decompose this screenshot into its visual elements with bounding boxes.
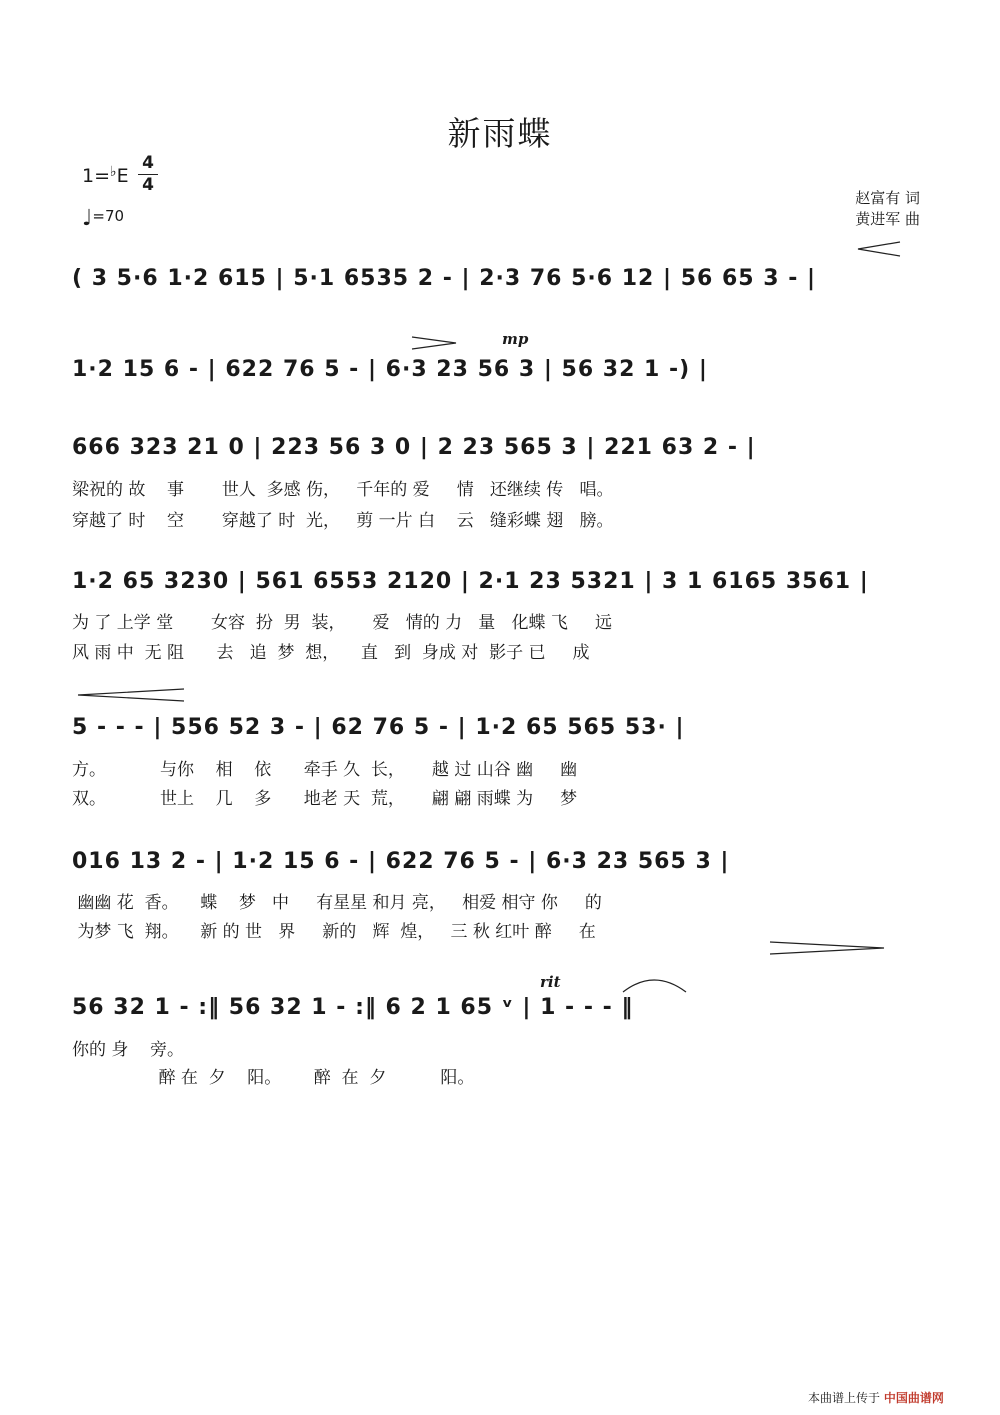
lyric-verse1-d: 幽幽 花 香。 蝶 梦 中 有星星 和月 亮， 相爱 相守 你 的 xyxy=(72,893,602,913)
crescendo-hairpin-2 xyxy=(78,689,184,701)
lyric-verse1-c: 方。 与你 相 依 牵手 久 长， 越 过 山谷 幽 幽 xyxy=(72,760,578,780)
time-signature-bottom: 4 xyxy=(142,175,154,195)
key-note: E xyxy=(116,165,129,187)
composer: 黄进军 曲 xyxy=(855,210,920,228)
notation-line-5: 5 - - - | 556 52 3 - | 62 76 5 - | 1·2 65 565 53· | xyxy=(72,715,685,740)
footer xyxy=(808,1389,944,1406)
time-signature-top: 4 xyxy=(142,153,154,173)
dynamic-mp: mp xyxy=(502,330,529,348)
notation-line-3: 666 323 21 0 | 223 56 3 0 | 2 23 565 3 | 221 63 2 - | xyxy=(72,435,756,460)
lyric-verse1-e: 你的 身 旁。 xyxy=(72,1040,185,1060)
flat-symbol: ♭ xyxy=(110,164,117,180)
lyric-verse1-b: 为 了 上学 堂 女容 扮 男 装， 爱 情的 力 量 化蝶 飞 远 xyxy=(72,613,612,633)
slur-arc xyxy=(623,980,686,992)
lyric-ending: 醉 在 夕 阳。 醉 在 夕 阳。 xyxy=(72,1068,475,1088)
decrescendo-hairpin xyxy=(412,337,456,349)
notation-line-7: 56 32 1 - :‖ 56 32 1 - :‖ 6 2 1 65 ᵛ | 1 - - - ‖ xyxy=(72,995,634,1020)
notation-line-1: ( 3 5·6 1·2 615 | 5·1 6535 2 - | 2·3 76 5·6 12 | 56 65 3 - | xyxy=(72,266,817,291)
footer-text: 本曲谱上传于 xyxy=(808,1391,881,1405)
notation-line-6: 016 13 2 - | 1·2 15 6 - | 622 76 5 - | 6·3 23 565 3 | xyxy=(72,849,730,874)
lyric-verse2-c: 双。 世上 几 多 地老 天 荒， 翩 翩 雨蝶 为 梦 xyxy=(72,789,578,809)
site-logo: 中国曲谱网 xyxy=(883,1391,944,1405)
crescendo-hairpin xyxy=(858,242,900,256)
key-prefix: 1= xyxy=(82,165,111,187)
decrescendo-hairpin-2 xyxy=(770,942,884,954)
lyric-verse2-b: 风 雨 中 无 阻 去 追 梦 想， 直 到 身成 对 影子 已 成 xyxy=(72,643,590,663)
tempo-value: =70 xyxy=(92,207,125,225)
notation-line-2: 1·2 15 6 - | 622 76 5 - | 6·3 23 56 3 | 56 32 1 -) | xyxy=(72,357,708,382)
lyric-verse2-d: 为梦 飞 翔。 新 的 世 界 新的 辉 煌， 三 秋 红叶 醉 在 xyxy=(72,922,596,942)
tempo-rit: rit xyxy=(540,973,561,991)
lyric-verse1-a: 梁祝的 故 事 世人 多感 伤， 千年的 爱 情 还继续 传 唱。 xyxy=(72,480,614,500)
lyric-verse2-a: 穿越了 时 空 穿越了 时 光， 剪 一片 白 云 缝彩蝶 翅 膀。 xyxy=(72,511,614,531)
lyricist: 赵富有 词 xyxy=(855,189,920,207)
quarter-note-icon: ♩ xyxy=(82,206,93,231)
song-title: 新雨蝶 xyxy=(447,114,553,153)
notation-line-4: 1·2 65 3230 | 561 6553 2120 | 2·1 23 5321 | 3 1 6165 3561 | xyxy=(72,569,869,594)
